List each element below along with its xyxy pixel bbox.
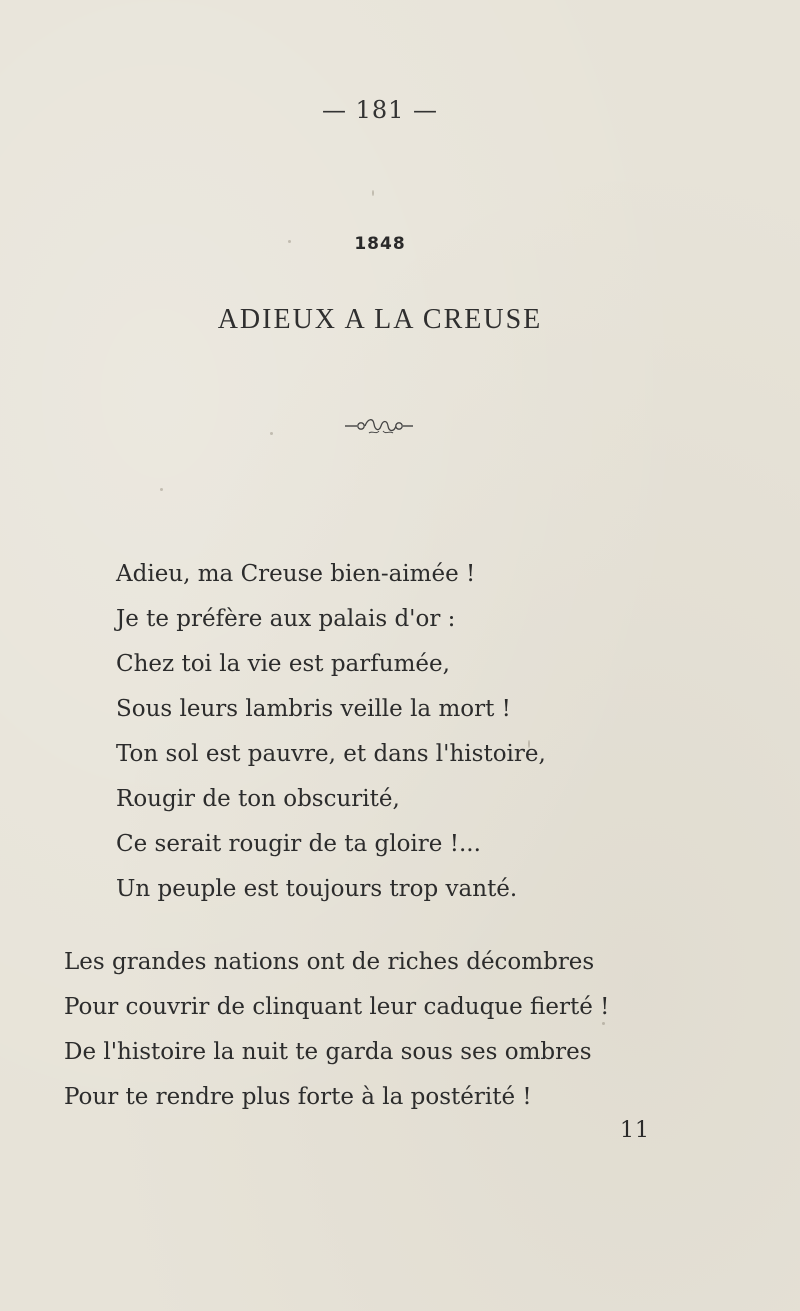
verse-line: Sous leurs lambris veille la mort !: [116, 696, 511, 722]
paper-speck: [160, 488, 163, 491]
stanza-2: [64, 940, 684, 1120]
verse-line: Ce serait rougir de ta gloire !...: [116, 831, 481, 857]
poem-title: ADIEUX A LA CREUSE: [217, 304, 543, 335]
verse-line: Un peuple est toujours trop vanté.: [116, 876, 518, 902]
paper-speck: [270, 432, 273, 435]
paper-speck: [288, 240, 291, 243]
paper-speck: [602, 1022, 605, 1025]
paper-speck: [528, 740, 530, 748]
decorative-ornament-icon: [343, 414, 415, 438]
verse-line: Ton sol est pauvre, et dans l'histoire,: [116, 741, 546, 767]
verse-line: Pour couvrir de clinquant leur caduque fierté !: [64, 994, 610, 1020]
verse-line: Adieu, ma Creuse bien-aimée !: [116, 561, 476, 587]
verse-line: Pour te rendre plus forte à la postérité !: [64, 1084, 532, 1110]
paper-speck: [372, 190, 374, 196]
signature-mark: 11: [620, 1118, 650, 1143]
verse-line: Je te préfère aux palais d'or :: [116, 606, 456, 632]
verse-line: De l'histoire la nuit te garda sous ses ombres: [64, 1039, 592, 1065]
poem-date: 1848: [354, 234, 406, 254]
verse-line: Les grandes nations ont de riches décombres: [64, 949, 595, 975]
verse-line: Chez toi la vie est parfumée,: [116, 651, 450, 677]
page-number: — 181 —: [321, 96, 439, 124]
verse-line: Rougir de ton obscurité,: [116, 786, 400, 812]
stanza-1: [116, 552, 636, 912]
